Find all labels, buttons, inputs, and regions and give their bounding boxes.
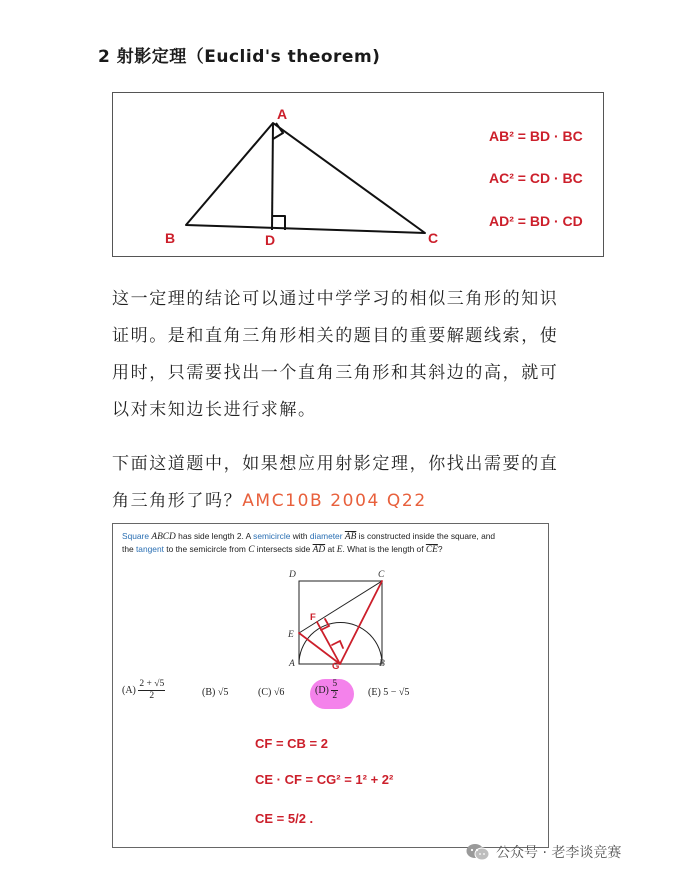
choice-label: (D) [315,684,329,696]
problem-text: is constructed inside the square, and [358,531,496,541]
choice-b[interactable]: (B) √5 [202,687,229,698]
paragraph-line: 这一定理的结论可以通过中学学习的相似三角形的知识 [112,289,559,309]
paragraph-line [112,483,592,520]
paragraph-line: 以对末知边长进行求解。 [112,400,317,420]
label-c: C [428,230,439,246]
paragraph-text: 角三角形了吗？ [112,491,243,511]
problem-text: . What is the length of [342,544,424,554]
math-ab: $\overline{AB}$ [344,532,357,542]
denominator: 2 [149,691,155,701]
problem-text: has side length 2. A [178,531,251,541]
math-c: C [248,545,255,555]
link-square[interactable]: Square [122,531,150,541]
formula-ad: AD² = BD · CD [489,213,583,229]
label-b: B [379,659,385,669]
problem-text: intersects side [256,544,311,554]
math-e: E [336,545,343,555]
label-a: A [277,106,288,122]
math-abcd: ABCD [151,532,176,542]
label-a: A [289,659,295,669]
label-c: C [378,570,385,580]
numerator: 5 [332,679,338,689]
formula-ac: AC² = CD · BC [489,170,583,186]
numerator: 2 + √5 [139,679,165,689]
triangle-abc [186,123,425,233]
choice-e[interactable]: (E) 5 − √5 [368,687,410,698]
label-f: F [310,612,316,623]
altitude-ad [272,123,273,230]
choice-label: (A) [122,684,136,696]
math-ad: $\overline{AD}$ [312,545,326,555]
handwritten-solution [113,524,548,847]
math-ce: $\overline{CE}$ [425,545,438,555]
question-paragraph [112,446,592,520]
solution-line-2: CE · CF = CG² = 1² + 2² [255,772,394,787]
paragraph-line: 用时，只需要找出一个直角三角形和其斜边的高，就可 [112,363,559,383]
problem-text: at [327,544,335,554]
denominator: 2 [332,691,338,701]
section-heading: 2 射影定理（Euclid's theorem) [98,47,381,67]
right-triangle-diagram [113,93,603,256]
watermark-text: 公众号 · 老李谈竞赛 [496,845,622,861]
solution-line-3: CE = 5/2 . [255,811,314,826]
wechat-icon [466,843,490,861]
problem-text: the [122,544,134,554]
explanation-paragraph [112,281,592,429]
problem-text: with [292,531,308,541]
problem-text: ? [437,544,443,554]
link-diameter[interactable]: diameter [309,531,343,541]
problem-source-link[interactable]: AMC10B 2004 Q22 [242,491,427,511]
label-d: D [265,232,276,248]
right-angle-mark-a [273,123,283,139]
solution-line-1: CF = CB = 2 [255,736,328,751]
label-e: E [288,630,294,640]
paragraph-line: 证明。是和直角三角形相关的题目的重要解题线索，使 [112,326,559,346]
label-b: B [165,230,176,246]
formula-ab: AB² = BD · BC [489,128,583,144]
euclid-theorem-figure [112,92,604,257]
link-semicircle[interactable]: semicircle [253,531,291,541]
choice-c[interactable]: (C) √6 [258,687,285,698]
label-d: D [289,570,296,580]
problem-text: to the semicircle from [166,544,246,554]
paragraph-line: 下面这道题中，如果想应用射影定理，你找出需要的直 [112,454,559,474]
link-tangent[interactable]: tangent [135,544,164,554]
amc-problem-figure [112,523,549,848]
label-g: G [332,661,340,672]
